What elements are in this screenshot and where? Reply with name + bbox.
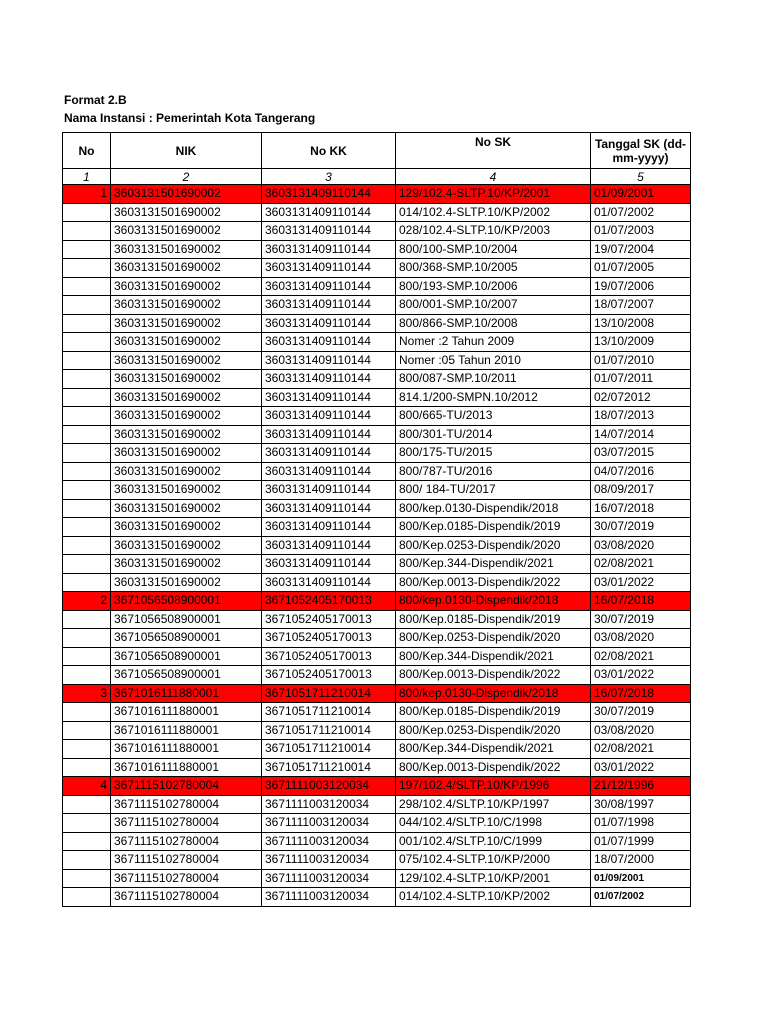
table-row [63, 555, 691, 574]
cell-tanggal: 02/08/2021 [591, 647, 691, 666]
cell-sk: 014/102.4-SLTP.10/KP/2002 [396, 888, 591, 907]
table-row [63, 462, 691, 481]
cell-kk: 3671051711210014 [262, 684, 396, 703]
cell-sk: 800/Kep.0013-Dispendik/2022 [396, 758, 591, 777]
col-index: 1 [63, 169, 111, 185]
cell-sk: 800/Kep.344-Dispendik/2021 [396, 740, 591, 759]
cell-nik: 3603131501690002 [111, 462, 262, 481]
cell-sk: 129/102.4-SLTP.10/KP/2001 [396, 869, 591, 888]
cell-sk: 800/301-TU/2014 [396, 425, 591, 444]
cell-tanggal: 01/07/2002 [591, 888, 691, 907]
table-row [63, 629, 691, 648]
table-row [63, 499, 691, 518]
cell-tanggal: 01/07/2011 [591, 370, 691, 389]
cell-tanggal: 16/07/2018 [591, 592, 691, 611]
cell-tanggal: 30/07/2019 [591, 610, 691, 629]
cell-tanggal: 18/07/2000 [591, 851, 691, 870]
cell-kk: 3671111003120034 [262, 795, 396, 814]
cell-sk: 800/665-TU/2013 [396, 407, 591, 426]
col-header-no: No [63, 133, 111, 169]
cell-nik: 3603131501690002 [111, 259, 262, 278]
instansi-label: Nama Instansi : Pemerintah Kota Tangerang [64, 111, 316, 125]
cell-tanggal: 02/072012 [591, 388, 691, 407]
cell-kk: 3671111003120034 [262, 832, 396, 851]
cell-no [63, 869, 111, 888]
cell-kk: 3671051711210014 [262, 703, 396, 722]
cell-no [63, 832, 111, 851]
cell-kk: 3671052405170013 [262, 666, 396, 685]
table-row [63, 370, 691, 389]
cell-kk: 3671111003120034 [262, 851, 396, 870]
cell-nik: 3603131501690002 [111, 407, 262, 426]
cell-no [63, 740, 111, 759]
cell-no [63, 888, 111, 907]
cell-sk: 800/Kep.344-Dispendik/2021 [396, 555, 591, 574]
cell-tanggal: 01/07/2010 [591, 351, 691, 370]
cell-tanggal: 16/07/2018 [591, 499, 691, 518]
cell-no [63, 647, 111, 666]
cell-kk: 3603131409110144 [262, 462, 396, 481]
cell-tanggal: 03/08/2020 [591, 629, 691, 648]
cell-no [63, 703, 111, 722]
cell-nik: 3671115102780004 [111, 814, 262, 833]
cell-nik: 3603131501690002 [111, 314, 262, 333]
table-row [63, 703, 691, 722]
cell-no [63, 203, 111, 222]
cell-no [63, 851, 111, 870]
cell-no [63, 240, 111, 259]
cell-sk: 075/102.4-SLTP.10/KP/2000 [396, 851, 591, 870]
cell-tanggal: 18/07/2013 [591, 407, 691, 426]
cell-sk: 800/ 184-TU/2017 [396, 481, 591, 500]
table-row [63, 573, 691, 592]
sk-table [62, 132, 691, 907]
cell-no [63, 610, 111, 629]
cell-kk: 3671051711210014 [262, 740, 396, 759]
cell-nik: 3671056508900001 [111, 666, 262, 685]
cell-nik: 3603131501690002 [111, 425, 262, 444]
cell-kk: 3671111003120034 [262, 888, 396, 907]
cell-sk: 800/kep.0130-Dispendik/2018 [396, 499, 591, 518]
cell-kk: 3603131409110144 [262, 407, 396, 426]
cell-nik: 3603131501690002 [111, 333, 262, 352]
cell-no [63, 370, 111, 389]
table-row [63, 721, 691, 740]
table-row [63, 832, 691, 851]
table-row [63, 203, 691, 222]
cell-nik: 3603131501690002 [111, 573, 262, 592]
table-row [63, 684, 691, 703]
cell-no: 3 [63, 684, 111, 703]
cell-no [63, 444, 111, 463]
column-index-row [63, 169, 691, 185]
col-header-kk: No KK [262, 133, 396, 169]
cell-kk: 3671052405170013 [262, 647, 396, 666]
table-row [63, 388, 691, 407]
cell-kk: 3603131409110144 [262, 203, 396, 222]
cell-sk: Nomer :05 Tahun 2010 [396, 351, 591, 370]
table-row [63, 610, 691, 629]
table-row [63, 888, 691, 907]
cell-sk: 800/Kep.0253-Dispendik/2020 [396, 721, 591, 740]
table-row [63, 592, 691, 611]
cell-sk: 814.1/200-SMPN.10/2012 [396, 388, 591, 407]
cell-no [63, 388, 111, 407]
table-row [63, 425, 691, 444]
cell-tanggal: 03/01/2022 [591, 666, 691, 685]
cell-sk: 800/087-SMP.10/2011 [396, 370, 591, 389]
cell-nik: 3603131501690002 [111, 481, 262, 500]
cell-kk: 3603131409110144 [262, 518, 396, 537]
cell-kk: 3671111003120034 [262, 869, 396, 888]
cell-no [63, 333, 111, 352]
table-row [63, 185, 691, 204]
cell-sk: 129/102.4-SLTP.10/KP/2001 [396, 185, 591, 204]
cell-nik: 3671016111880001 [111, 758, 262, 777]
cell-tanggal: 04/07/2016 [591, 462, 691, 481]
cell-nik: 3603131501690002 [111, 240, 262, 259]
cell-kk: 3671111003120034 [262, 814, 396, 833]
cell-tanggal: 19/07/2004 [591, 240, 691, 259]
col-index: 4 [396, 169, 591, 185]
cell-kk: 3671051711210014 [262, 758, 396, 777]
cell-tanggal: 01/07/1998 [591, 814, 691, 833]
cell-tanggal: 30/07/2019 [591, 703, 691, 722]
cell-no [63, 518, 111, 537]
cell-kk: 3603131409110144 [262, 481, 396, 500]
cell-sk: 800/Kep.0185-Dispendik/2019 [396, 610, 591, 629]
cell-no [63, 721, 111, 740]
cell-tanggal: 02/08/2021 [591, 740, 691, 759]
cell-tanggal: 03/01/2022 [591, 573, 691, 592]
cell-sk: Nomer :2 Tahun 2009 [396, 333, 591, 352]
table-row [63, 444, 691, 463]
table-row [63, 222, 691, 241]
cell-no: 2 [63, 592, 111, 611]
cell-kk: 3603131409110144 [262, 370, 396, 389]
cell-nik: 3603131501690002 [111, 444, 262, 463]
cell-tanggal: 01/07/1999 [591, 832, 691, 851]
cell-tanggal: 18/07/2007 [591, 296, 691, 315]
table-row [63, 666, 691, 685]
table-row [63, 407, 691, 426]
cell-sk: 800/866-SMP.10/2008 [396, 314, 591, 333]
table-row [63, 259, 691, 278]
cell-kk: 3671052405170013 [262, 610, 396, 629]
cell-kk: 3603131409110144 [262, 296, 396, 315]
cell-tanggal: 01/09/2001 [591, 869, 691, 888]
cell-no [63, 666, 111, 685]
cell-tanggal: 01/07/2002 [591, 203, 691, 222]
cell-nik: 3603131501690002 [111, 370, 262, 389]
cell-kk: 3603131409110144 [262, 499, 396, 518]
table-row [63, 777, 691, 796]
cell-kk: 3603131409110144 [262, 351, 396, 370]
cell-kk: 3603131409110144 [262, 222, 396, 241]
cell-nik: 3603131501690002 [111, 499, 262, 518]
cell-nik: 3671056508900001 [111, 647, 262, 666]
cell-tanggal: 01/09/2001 [591, 185, 691, 204]
cell-tanggal: 01/07/2003 [591, 222, 691, 241]
cell-sk: 044/102.4/SLTP.10/C/1998 [396, 814, 591, 833]
cell-no [63, 351, 111, 370]
cell-sk: 014/102.4-SLTP.10/KP/2002 [396, 203, 591, 222]
cell-no: 1 [63, 185, 111, 204]
table-row [63, 869, 691, 888]
cell-sk: 800/kep.0130-Dispendik/2018 [396, 592, 591, 611]
cell-kk: 3671052405170013 [262, 629, 396, 648]
cell-sk: 800/368-SMP.10/2005 [396, 259, 591, 278]
cell-sk: 800/Kep.0185-Dispendik/2019 [396, 703, 591, 722]
table-row [63, 758, 691, 777]
table-row [63, 795, 691, 814]
cell-kk: 3603131409110144 [262, 314, 396, 333]
table-body [63, 185, 691, 907]
table-row [63, 333, 691, 352]
cell-sk: 800/175-TU/2015 [396, 444, 591, 463]
cell-nik: 3603131501690002 [111, 351, 262, 370]
table-row [63, 481, 691, 500]
cell-nik: 3603131501690002 [111, 536, 262, 555]
cell-tanggal: 03/01/2022 [591, 758, 691, 777]
cell-tanggal: 03/08/2020 [591, 536, 691, 555]
cell-nik: 3603131501690002 [111, 388, 262, 407]
cell-nik: 3671115102780004 [111, 832, 262, 851]
cell-sk: 800/Kep.0253-Dispendik/2020 [396, 629, 591, 648]
cell-sk: 800/Kep.0185-Dispendik/2019 [396, 518, 591, 537]
cell-nik: 3671016111880001 [111, 703, 262, 722]
table-row [63, 647, 691, 666]
cell-kk: 3603131409110144 [262, 425, 396, 444]
cell-sk: 028/102.4-SLTP.10/KP/2003 [396, 222, 591, 241]
col-header-sk: No SK [396, 133, 591, 169]
cell-nik: 3671115102780004 [111, 851, 262, 870]
col-index: 5 [591, 169, 691, 185]
cell-sk: 800/Kep.0013-Dispendik/2022 [396, 666, 591, 685]
cell-kk: 3671111003120034 [262, 777, 396, 796]
cell-kk: 3603131409110144 [262, 573, 396, 592]
cell-no [63, 314, 111, 333]
cell-kk: 3603131409110144 [262, 536, 396, 555]
cell-nik: 3671016111880001 [111, 684, 262, 703]
cell-sk: 001/102.4/SLTP.10/C/1999 [396, 832, 591, 851]
cell-nik: 3603131501690002 [111, 518, 262, 537]
cell-sk: 298/102.4/SLTP.10/KP/1997 [396, 795, 591, 814]
cell-kk: 3603131409110144 [262, 240, 396, 259]
header-row [63, 133, 691, 169]
cell-no [63, 296, 111, 315]
cell-tanggal: 03/08/2020 [591, 721, 691, 740]
cell-no [63, 555, 111, 574]
cell-sk: 800/Kep.0013-Dispendik/2022 [396, 573, 591, 592]
cell-nik: 3603131501690002 [111, 185, 262, 204]
cell-no [63, 462, 111, 481]
cell-nik: 3671115102780004 [111, 869, 262, 888]
cell-sk: 800/193-SMP.10/2006 [396, 277, 591, 296]
table-row [63, 314, 691, 333]
cell-nik: 3603131501690002 [111, 222, 262, 241]
cell-no [63, 629, 111, 648]
cell-nik: 3671016111880001 [111, 740, 262, 759]
cell-kk: 3603131409110144 [262, 444, 396, 463]
cell-sk: 800/787-TU/2016 [396, 462, 591, 481]
cell-tanggal: 13/10/2008 [591, 314, 691, 333]
cell-tanggal: 16/07/2018 [591, 684, 691, 703]
cell-nik: 3603131501690002 [111, 296, 262, 315]
cell-sk: 800/kep.0130-Dispendik/2018 [396, 684, 591, 703]
cell-kk: 3603131409110144 [262, 259, 396, 278]
cell-sk: 197/102.4/SLTP.10/KP/1996 [396, 777, 591, 796]
col-header-tanggal: Tanggal SK (dd-mm-yyyy) [591, 133, 691, 169]
cell-no [63, 481, 111, 500]
cell-tanggal: 01/07/2005 [591, 259, 691, 278]
cell-kk: 3671052405170013 [262, 592, 396, 611]
cell-tanggal: 30/07/2019 [591, 518, 691, 537]
cell-no [63, 222, 111, 241]
cell-nik: 3671056508900001 [111, 629, 262, 648]
table-row [63, 740, 691, 759]
cell-sk: 800/Kep.0253-Dispendik/2020 [396, 536, 591, 555]
cell-tanggal: 14/07/2014 [591, 425, 691, 444]
cell-tanggal: 21/12/1996 [591, 777, 691, 796]
table-row [63, 536, 691, 555]
cell-sk: 800/001-SMP.10/2007 [396, 296, 591, 315]
col-header-nik: NIK [111, 133, 262, 169]
col-index: 3 [262, 169, 396, 185]
cell-nik: 3671056508900001 [111, 592, 262, 611]
cell-no [63, 536, 111, 555]
cell-nik: 3671115102780004 [111, 795, 262, 814]
cell-no [63, 573, 111, 592]
cell-kk: 3603131409110144 [262, 333, 396, 352]
table-row [63, 851, 691, 870]
cell-no [63, 814, 111, 833]
cell-no [63, 425, 111, 444]
table-row [63, 351, 691, 370]
cell-nik: 3671056508900001 [111, 610, 262, 629]
cell-nik: 3671016111880001 [111, 721, 262, 740]
cell-tanggal: 13/10/2009 [591, 333, 691, 352]
format-label: Format 2.B [64, 93, 127, 107]
cell-kk: 3603131409110144 [262, 388, 396, 407]
cell-sk: 800/100-SMP.10/2004 [396, 240, 591, 259]
cell-no [63, 499, 111, 518]
cell-tanggal: 08/09/2017 [591, 481, 691, 500]
table-row [63, 814, 691, 833]
cell-nik: 3671115102780004 [111, 888, 262, 907]
cell-kk: 3603131409110144 [262, 555, 396, 574]
table-row [63, 296, 691, 315]
cell-nik: 3603131501690002 [111, 203, 262, 222]
cell-kk: 3671051711210014 [262, 721, 396, 740]
table-row [63, 518, 691, 537]
cell-no [63, 407, 111, 426]
cell-kk: 3603131409110144 [262, 277, 396, 296]
cell-kk: 3603131409110144 [262, 185, 396, 204]
cell-no [63, 277, 111, 296]
cell-tanggal: 19/07/2006 [591, 277, 691, 296]
cell-nik: 3671115102780004 [111, 777, 262, 796]
table-row [63, 240, 691, 259]
cell-nik: 3603131501690002 [111, 555, 262, 574]
cell-no [63, 259, 111, 278]
col-index: 2 [111, 169, 262, 185]
cell-no [63, 795, 111, 814]
table-row [63, 277, 691, 296]
cell-tanggal: 30/08/1997 [591, 795, 691, 814]
cell-tanggal: 02/08/2021 [591, 555, 691, 574]
cell-nik: 3603131501690002 [111, 277, 262, 296]
cell-no: 4 [63, 777, 111, 796]
cell-tanggal: 03/07/2015 [591, 444, 691, 463]
cell-sk: 800/Kep.344-Dispendik/2021 [396, 647, 591, 666]
cell-no [63, 758, 111, 777]
